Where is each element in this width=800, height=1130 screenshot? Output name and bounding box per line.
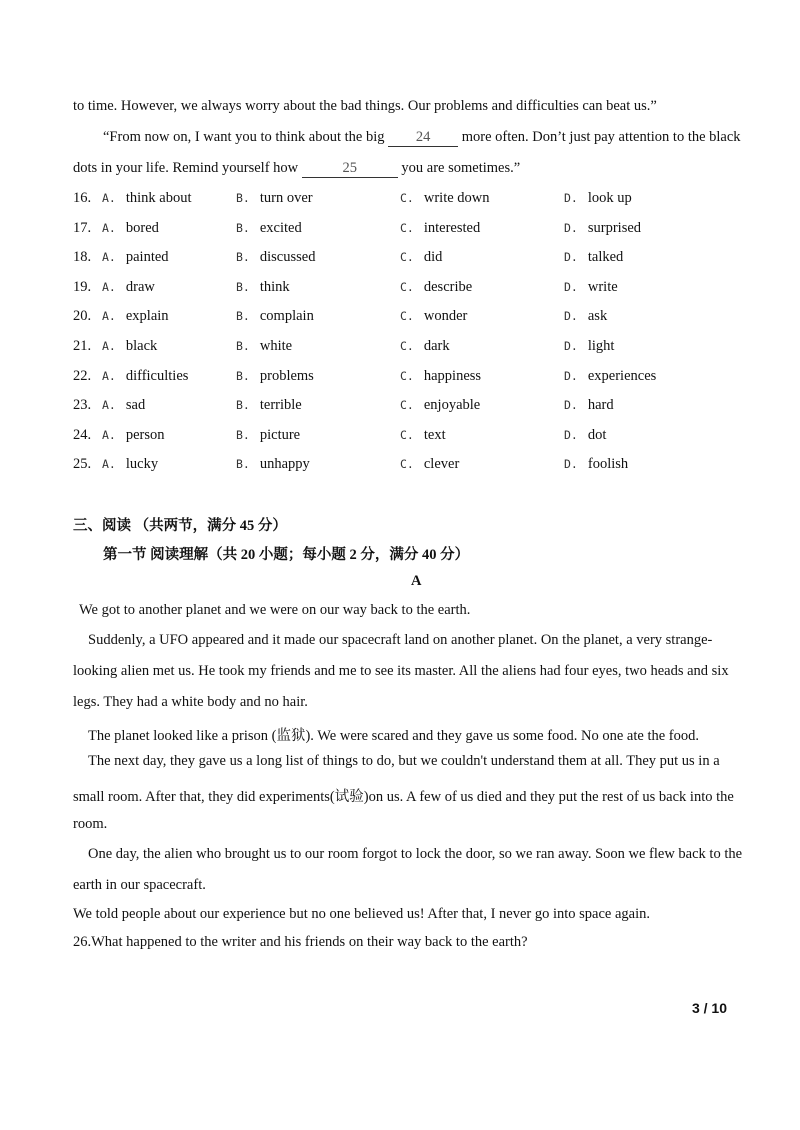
option-text: text [423,426,446,443]
question-row [73,190,733,210]
option-text: picture [259,426,301,443]
question-number: 16. [73,190,92,206]
option-text: draw [125,278,155,295]
question-number: 20. [73,308,92,325]
option-c [400,249,442,266]
question-number: 18. [73,249,92,266]
option-letter: B. [236,250,250,265]
option-text: hard [587,397,614,414]
option-text: write [587,278,618,295]
option-text: bored [125,219,159,236]
passage-label: A [411,573,422,589]
option-letter: B. [236,309,250,324]
option-letter: A. [102,191,116,205]
blank-25: 25 [302,160,398,178]
option-text: white [259,338,293,354]
question-number: 25. [73,456,92,473]
option-text: describe [423,278,473,295]
option-a [102,220,159,237]
option-text: surprised [587,219,642,236]
option-c [400,279,472,296]
option-letter: B. [236,279,250,294]
question-row [73,249,733,269]
option-a [102,338,157,355]
option-letter: C. [400,279,414,294]
question-number: 22. [73,367,92,384]
question-number: 23. [73,397,92,414]
option-letter: C. [400,457,414,472]
option-c [400,338,450,355]
page-number: 3 / 10 [691,1000,727,1016]
option-text: explain [125,308,169,325]
option-letter: B. [236,457,250,472]
option-letter: C. [400,250,414,265]
option-c [400,308,467,325]
option-a [102,190,192,207]
option-letter: B. [236,220,250,235]
option-text: unhappy [259,456,310,473]
option-c [400,397,480,414]
option-letter: A. [102,279,116,294]
paragraph: Suddenly, a UFO appeared and it made our spacecraft land on another planet. On the planet, a very strange- [88,632,713,648]
passage-text: “From now on, I want you to think about the big [103,129,385,145]
option-b [236,397,302,414]
passage-line: to time. However, we always worry about the bad things. Our problems and difficulties can beat us.” [73,98,657,114]
option-letter: B. [236,191,250,205]
passage-text: dots in your life. Remind yourself how [73,160,299,176]
option-b [236,220,302,237]
option-text: black [125,338,158,354]
section-title: 三、阅读 （共两节，满分 45 分） [73,518,287,534]
option-d [564,220,641,237]
option-text: turn over [259,190,313,206]
question-row [73,220,733,240]
question-row [73,397,733,417]
question-row [73,279,733,299]
option-b [236,190,313,207]
option-text: problems [259,367,314,384]
option-letter: A. [102,368,116,383]
option-a [102,427,165,444]
option-text: discussed [259,249,316,266]
option-letter: C. [400,220,414,235]
option-letter: D. [564,309,578,324]
option-letter: A. [102,398,116,413]
option-letter: D. [564,191,578,205]
option-letter: A. [102,457,116,472]
option-b [236,456,310,473]
option-letter: D. [564,398,578,413]
question-26: 26.What happened to the writer and his friends on their way back to the earth? [73,934,528,950]
option-text: lucky [125,456,159,473]
option-d [564,368,656,385]
option-letter: A. [102,309,116,324]
paragraph: We got to another planet and we were on our way back to the earth. [79,602,471,618]
option-b [236,249,315,266]
option-b [236,279,290,296]
question-number: 19. [73,278,92,295]
option-c [400,190,490,207]
option-text: experiences [587,367,657,384]
option-a [102,308,169,325]
passage-text: more often. Don’t just pay attention to the black [461,129,741,145]
option-letter: C. [400,191,414,205]
option-b [236,427,300,444]
option-text: clever [423,456,460,473]
option-d [564,279,618,296]
question-row [73,338,733,358]
option-text: difficulties [125,367,189,384]
passage-line-blank-25 [73,160,520,178]
option-text: dark [423,338,450,354]
question-number: 17. [73,219,92,236]
option-a [102,397,145,414]
blank-24: 24 [388,129,458,147]
option-d [564,190,632,207]
option-letter: C. [400,398,414,413]
option-b [236,368,314,385]
question-row [73,456,733,476]
option-d [564,249,623,266]
option-c [400,220,480,237]
question-number: 24. [73,426,92,443]
question-number: 21. [73,338,92,354]
option-letter: D. [564,368,578,383]
option-letter: A. [102,339,116,353]
option-text: person [125,426,165,443]
option-letter: D. [564,339,578,353]
option-text: happiness [423,367,482,384]
option-text: interested [423,219,481,236]
option-text: complain [259,308,314,325]
option-letter: B. [236,427,250,442]
option-text: painted [125,249,169,266]
option-a [102,456,158,473]
option-letter: A. [102,250,116,265]
option-text: think about [125,190,192,206]
option-letter: A. [102,427,116,442]
question-row [73,427,733,447]
option-letter: C. [400,309,414,324]
option-a [102,249,169,266]
option-text: talked [587,249,624,266]
option-a [102,368,188,385]
option-d [564,308,607,325]
option-letter: D. [564,250,578,265]
paragraph: legs. They had a white body and no hair. [73,694,308,710]
option-text: ask [587,308,608,325]
paragraph: earth in our spacecraft. [73,877,206,893]
option-text: look up [587,190,632,206]
passage-text: you are sometimes.” [401,160,521,176]
option-letter: B. [236,368,250,383]
option-d [564,456,628,473]
option-letter: C. [400,368,414,383]
option-a [102,279,155,296]
option-text: excited [259,219,302,236]
option-text: terrible [259,397,302,414]
option-letter: C. [400,427,414,442]
paragraph: The next day, they gave us a long list of things to do, but we couldn't understand them at all. They put us in a [88,753,720,769]
option-text: foolish [587,456,629,473]
option-text: dot [587,426,607,443]
option-c [400,368,481,385]
question-row [73,308,733,328]
paragraph: room. [73,816,108,832]
option-text: enjoyable [423,397,481,414]
option-letter: D. [564,427,578,442]
question-row [73,368,733,388]
option-letter: A. [102,220,116,235]
option-b [236,338,292,355]
option-letter: D. [564,457,578,472]
paragraph: The planet looked like a prison (监狱). We were scared and they gave us some food. No one ate the food. [88,728,699,744]
section-subtitle: 第一节 阅读理解（共 20 小题；每小题 2 分，满分 40 分） [103,547,470,563]
option-c [400,456,459,473]
paragraph: looking alien met us. He took my friends and me to see its master. All the aliens had four eyes, two heads and six [73,663,729,679]
option-text: light [587,338,615,354]
passage-line-blank-24 [103,129,741,147]
option-d [564,397,614,414]
option-text: did [423,249,443,266]
option-text: wonder [423,308,468,325]
option-letter: C. [400,339,414,353]
option-text: sad [125,397,146,414]
option-letter: D. [564,279,578,294]
option-letter: D. [564,220,578,235]
option-b [236,308,314,325]
option-letter: B. [236,398,250,413]
option-text: write down [423,190,490,206]
option-d [564,338,614,355]
paragraph: We told people about our experience but no one believed us! After that, I never go into space again. [73,906,651,922]
option-c [400,427,446,444]
paragraph: One day, the alien who brought us to our room forgot to lock the door, so we ran away. Soon we flew back to the [88,846,743,862]
option-text: think [259,278,290,295]
option-d [564,427,606,444]
option-letter: B. [236,339,250,353]
paragraph: small room. After that, they did experiments(试验)on us. A few of us died and they put the rest of us back into the [73,789,734,805]
